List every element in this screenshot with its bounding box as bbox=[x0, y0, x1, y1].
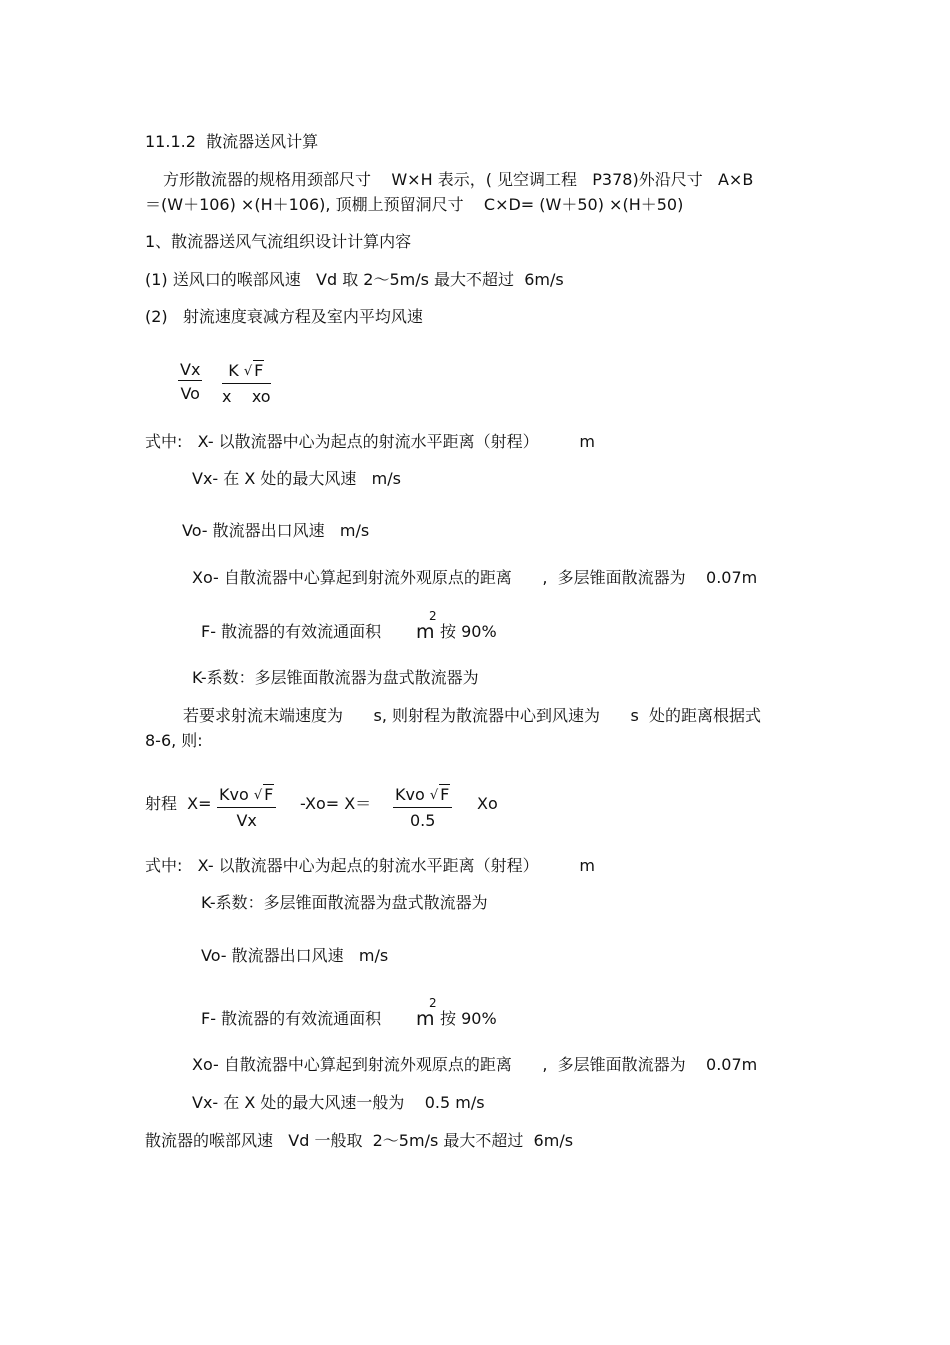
where2-f-label: F- 散流器的有效流通面积 bbox=[201, 1009, 382, 1028]
final-line: 散流器的喉部风速 Vd 一般取 2～5m/s 最大不超过 6m/s bbox=[145, 1131, 574, 1150]
where2-f-rest: 按 90% bbox=[440, 1009, 497, 1028]
where2-vo: Vo- 散流器出口风速 m/s bbox=[201, 946, 389, 965]
where1-f-label: F- 散流器的有效流通面积 bbox=[201, 622, 382, 641]
formula2-suffix: Xo bbox=[477, 794, 498, 813]
sqrt-icon: √ bbox=[243, 364, 253, 379]
formula2-denominator-1: Vx bbox=[236, 811, 257, 830]
where2-k: K-系数：多层锥面散流器为盘式散流器为 bbox=[201, 893, 488, 912]
item1-title: 1、散流器送风气流组织设计计算内容 bbox=[145, 232, 412, 251]
where2-f-exp: 2 bbox=[429, 996, 437, 1010]
formula2-middle: -Xo= X＝ bbox=[300, 794, 372, 813]
where2-f-unit: m bbox=[416, 1008, 435, 1030]
where2-x: 式中: X- 以散流器中心为起点的射流水平距离（射程） m bbox=[145, 856, 595, 875]
where1-f-rest: 按 90% bbox=[440, 622, 497, 641]
para-line-1: 若要求射流末端速度为 s, 则射程为散流器中心到风速为 s 处的距离根据式 bbox=[183, 706, 762, 725]
where1-f-unit: m bbox=[416, 621, 435, 643]
formula2-fraction-1 bbox=[217, 784, 276, 831]
formula1-left-numerator: Vx bbox=[180, 360, 201, 379]
formula2-f-2: F bbox=[440, 785, 450, 804]
formula1-left-denominator: Vo bbox=[180, 384, 200, 403]
where1-vo: Vo- 散流器出口风速 m/s bbox=[182, 521, 370, 540]
where1-x: 式中: X- 以散流器中心为起点的射流水平距离（射程） m bbox=[145, 432, 595, 451]
section-title: 11.1.2 散流器送风计算 bbox=[145, 132, 319, 151]
where1-f-exp: 2 bbox=[429, 609, 437, 623]
where2-xo: Xo- 自散流器中心算起到射流外观原点的距离 , 多层锥面散流器为 0.07m bbox=[192, 1055, 758, 1074]
formula1-right-fraction bbox=[222, 360, 271, 407]
where1-vx: Vx- 在 X 处的最大风速 m/s bbox=[192, 469, 401, 488]
where2-vx: Vx- 在 X 处的最大风速一般为 0.5 m/s bbox=[192, 1093, 485, 1112]
intro-line-2: ＝(W＋106) ×(H＋106), 顶棚上预留洞尺寸 C×D= (W＋50) ×(H＋50) bbox=[145, 195, 684, 214]
formula2-denominator-2: 0.5 bbox=[409, 811, 436, 830]
sqrt-icon: √ bbox=[253, 788, 263, 803]
para-line-2: 8-6, 则: bbox=[145, 731, 203, 750]
formula1-k: K bbox=[228, 361, 239, 380]
formula2-kvo-2: Kvo bbox=[395, 785, 425, 804]
formula2-kvo-1: Kvo bbox=[219, 785, 249, 804]
formula1-f: F bbox=[254, 361, 264, 380]
sqrt-icon: √ bbox=[429, 788, 439, 803]
formula2-fraction-2 bbox=[393, 784, 452, 831]
where1-xo: Xo- 自散流器中心算起到射流外观原点的距离 , 多层锥面散流器为 0.07m bbox=[192, 568, 758, 587]
item1-1: (1) 送风口的喉部风速 Vd 取 2～5m/s 最大不超过 6m/s bbox=[145, 270, 564, 289]
where1-k: K-系数：多层锥面散流器为盘式散流器为 bbox=[192, 668, 479, 687]
formula2-numerator-1 bbox=[217, 784, 276, 808]
formula2-f-1: F bbox=[264, 785, 274, 804]
formula1-left-fraction bbox=[178, 360, 202, 404]
formula1-right-denominator: x xo bbox=[222, 387, 271, 406]
formula1-right-numerator bbox=[222, 360, 271, 384]
item1-2: (2) 射流速度衰减方程及室内平均风速 bbox=[145, 307, 423, 326]
intro-line-1: 方形散流器的规格用颈部尺寸 W×H 表示，( 见空调工程 P378)外沿尺寸 A×B bbox=[163, 170, 754, 189]
formula2-prefix: 射程 X= bbox=[145, 794, 212, 813]
formula2-numerator-2 bbox=[393, 784, 452, 808]
